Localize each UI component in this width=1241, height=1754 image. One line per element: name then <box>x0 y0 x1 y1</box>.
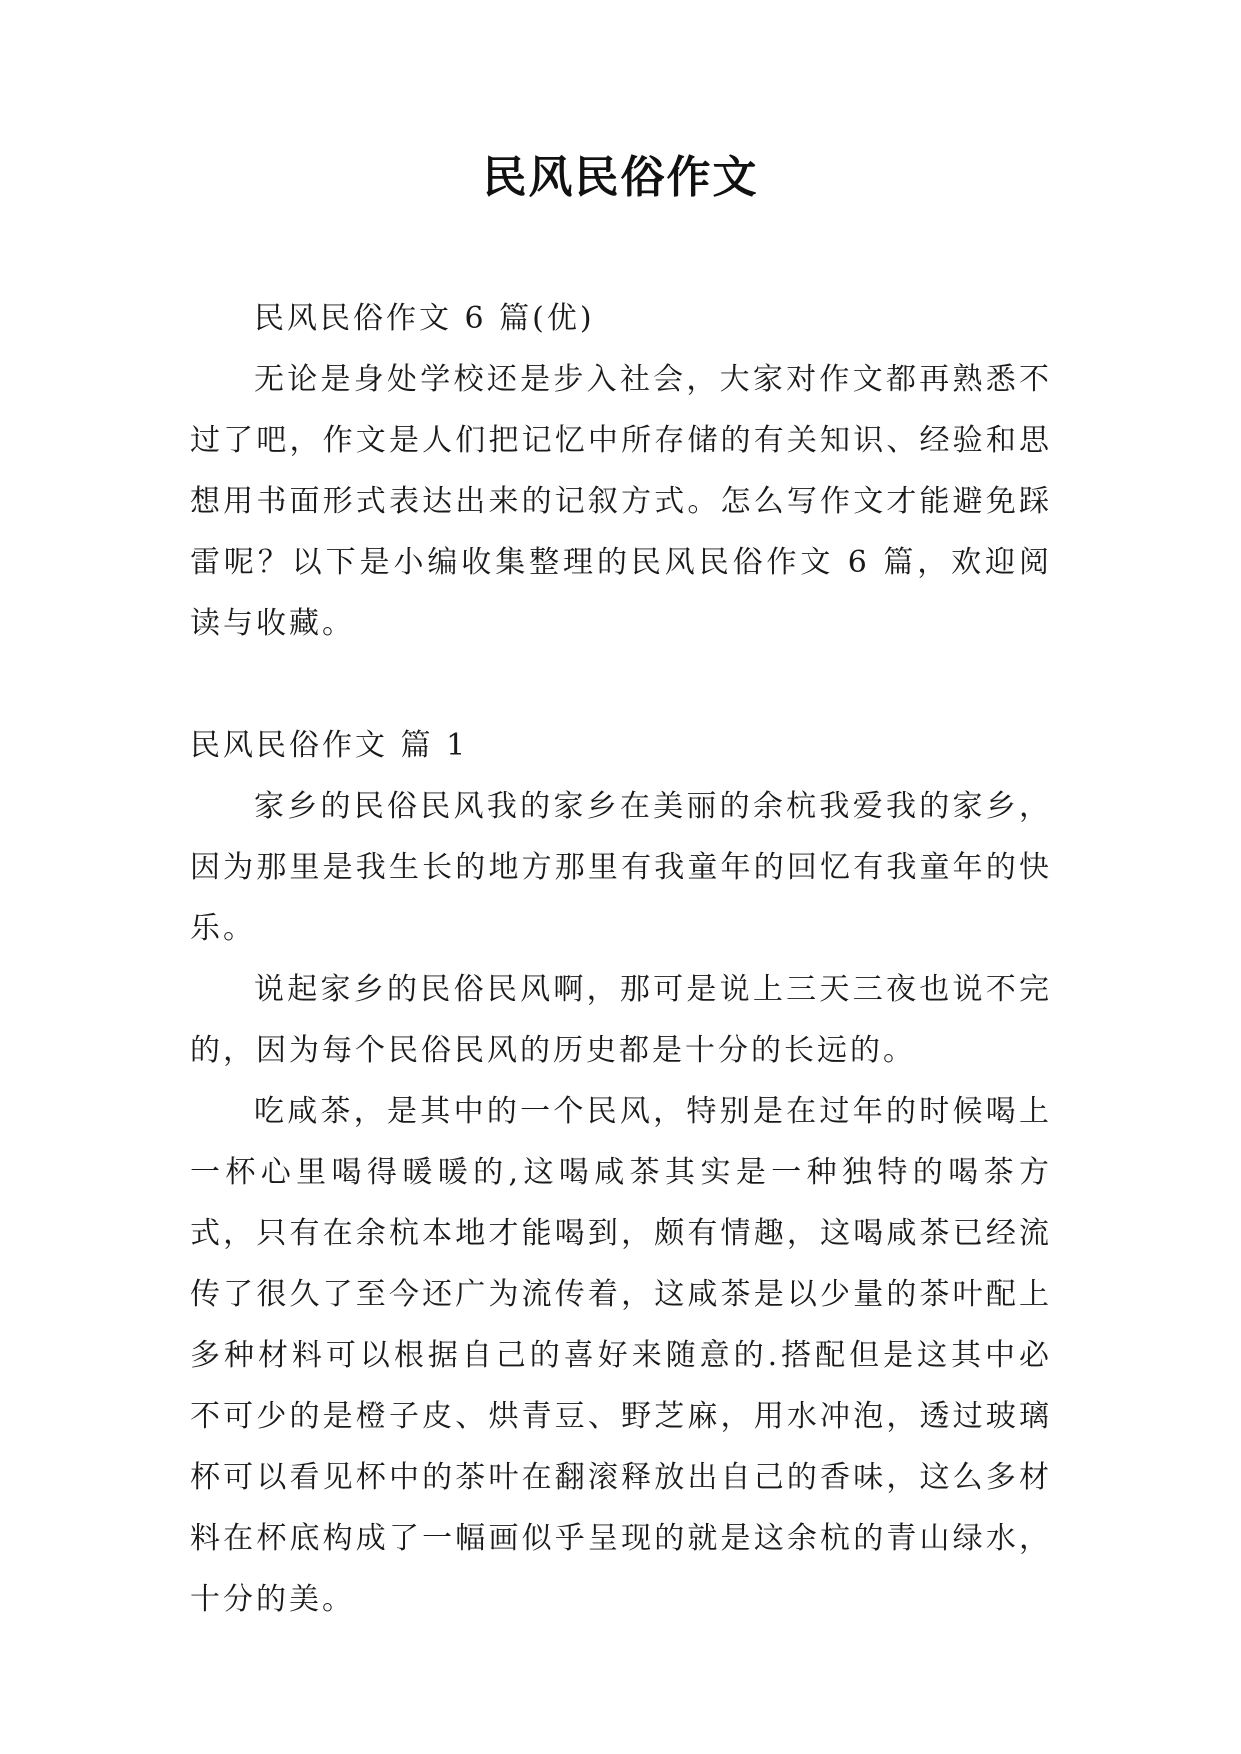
intro-paragraph: 无论是身处学校还是步入社会，大家对作文都再熟悉不过了吧，作文是人们把记忆中所存储的有关知识、经验和思想用书面形式表达出来的记叙方式。怎么写作文才能避免踩雷呢？以下是小编收集整理的民风民俗作文 6 篇，欢迎阅读与收藏。 <box>190 362 1052 641</box>
body-paragraph-1: 家乡的民俗民风我的家乡在美丽的余杭我爱我的家乡，因为那里是我生长的地方那里有我童年的回忆有我童年的快乐。 <box>190 789 1052 946</box>
document-body <box>190 288 1052 1630</box>
intro-heading: 民风民俗作文 6 篇(优) <box>254 301 595 336</box>
section-heading: 民风民俗作文 篇 1 <box>190 728 469 763</box>
section-spacer <box>190 654 1052 715</box>
body-paragraph-3: 吃咸茶，是其中的一个民风，特别是在过年的时候喝上一杯心里喝得暖暖的,这喝咸茶其实是一种独特的喝茶方式，只有在余杭本地才能喝到，颇有情趣，这喝咸茶已经流传了很久了至今还广为流传着，这咸茶是以少量的茶叶配上多种材料可以根据自己的喜好来随意的.搭配但是这其中必不可少的是橙子皮、烘青豆、野芝麻，用水冲泡，透过玻璃杯可以看见杯中的茶叶在翻滚释放出自己的香味，这么多材料在杯底构成了一幅画似乎呈现的就是这余杭的青山绿水，十分的美。 <box>190 1094 1052 1617</box>
body-paragraph-2: 说起家乡的民俗民风啊，那可是说上三天三夜也说不完的，因为每个民俗民风的历史都是十分的长远的。 <box>190 972 1052 1068</box>
document-title: 民风民俗作文 <box>482 152 759 203</box>
